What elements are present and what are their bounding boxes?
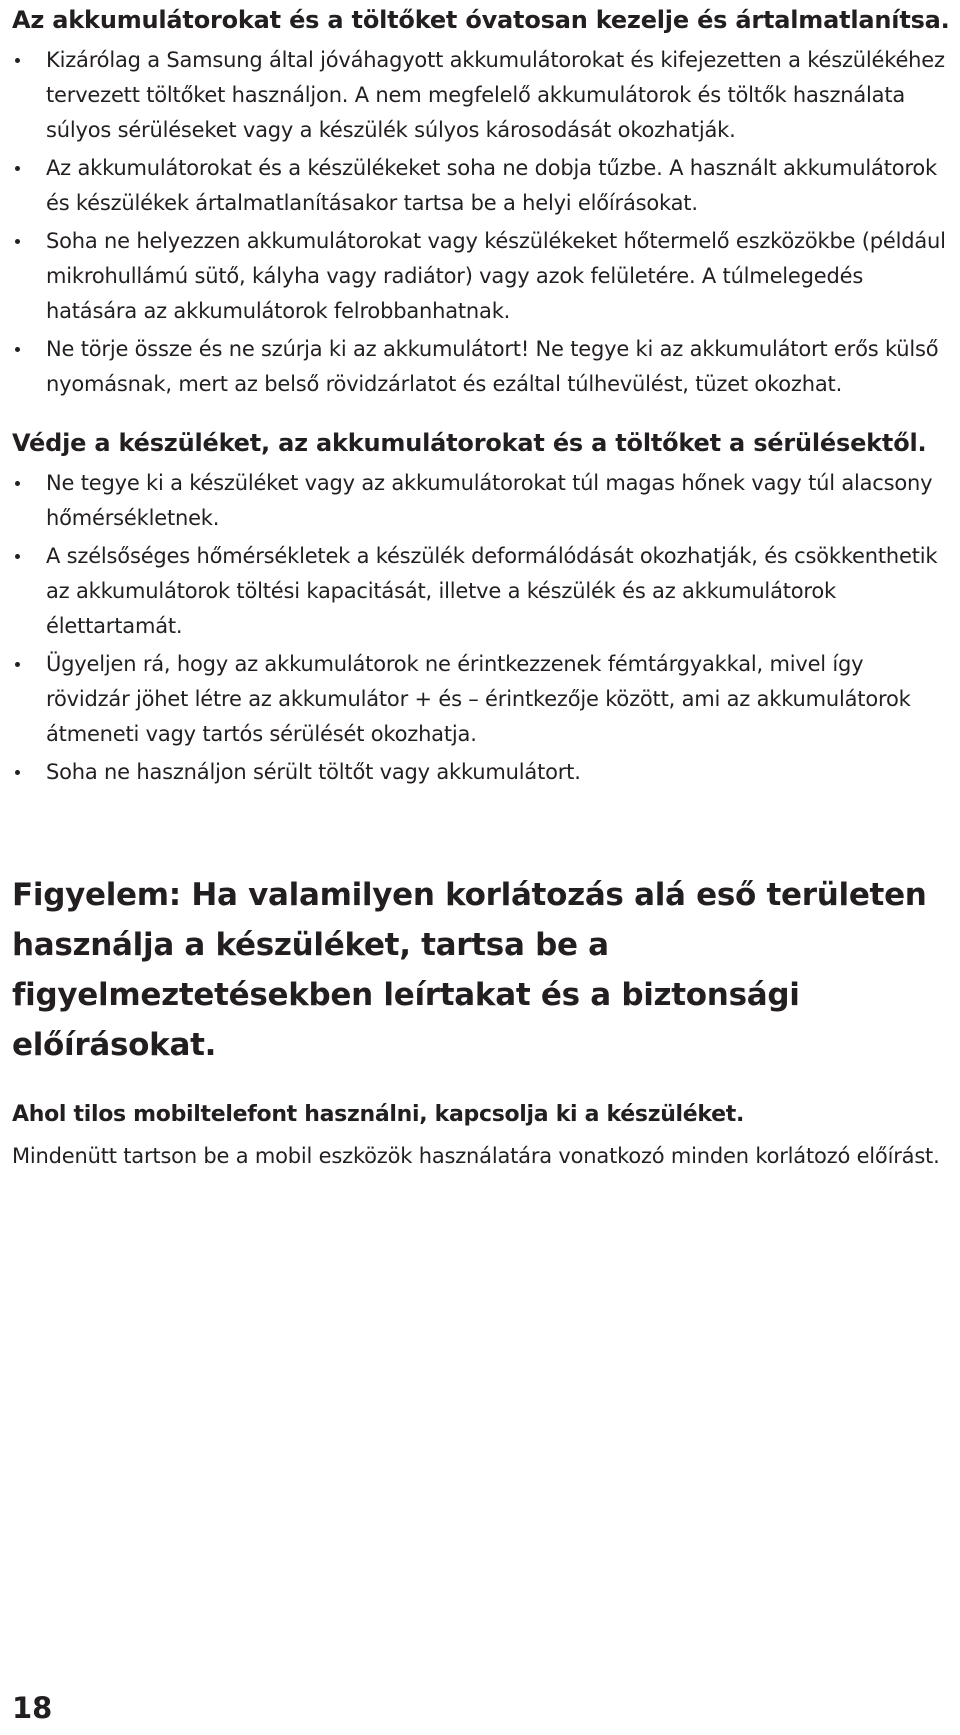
list-item — [12, 224, 952, 329]
list-item-text: Ne törje össze és ne szúrja ki az akkumulátort! Ne tegye ki az akkumulátort erős külső nyomásnak, mert az belső rövidzárlatot és ezáltal túlhevülést, tüzet okozhat. — [46, 337, 939, 396]
bullet-icon — [15, 554, 20, 559]
list-item-text: Soha ne használjon sérült töltőt vagy akkumulátort. — [46, 760, 581, 784]
list-item-text: Soha ne helyezzen akkumulátorokat vagy készülékeket hőtermelő eszközökbe (például mikrohullámú sütő, kályha vagy radiátor) vagy azok felületére. A túlmelegedés hatására az akkumulátorok felrobbanhatnak. — [46, 229, 946, 323]
bullet-icon — [15, 239, 20, 244]
battery-handling-list — [12, 43, 952, 402]
page-number: 18 — [12, 1691, 53, 1725]
list-item — [12, 466, 952, 536]
list-item — [12, 539, 952, 644]
warning-heading: Figyelem: Ha valamilyen korlátozás alá eső területen használja a készüléket, tartsa be a figyelmeztetésekben leírtakat és a biztonsági előírásokat. — [12, 877, 927, 1063]
list-item-text: A szélsőséges hőmérsékletek a készülék deformálódását okozhatják, és csökkenthetik az akkumulátorok töltési kapacitását, illetve a készülék és az akkumulátorok élettartamát. — [46, 544, 938, 638]
section-heading-device-protection: Védje a készüléket, az akkumulátorokat és a töltőket a sérülésektől. — [12, 429, 927, 457]
list-item — [12, 755, 952, 790]
mobile-restriction-paragraph: Mindenütt tartson be a mobil eszközök használatára vonatkozó minden korlátozó előírást. — [12, 1144, 940, 1168]
device-protection-list — [12, 466, 952, 790]
section-heading-battery-handling: Az akkumulátorokat és a töltőket óvatosan kezelje és ártalmatlanítsa. — [12, 6, 950, 34]
list-item — [12, 332, 952, 402]
bullet-icon — [15, 770, 20, 775]
list-item-text: Ne tegye ki a készüléket vagy az akkumulátorokat túl magas hőnek vagy túl alacsony hőmérsékletnek. — [46, 471, 933, 530]
list-item — [12, 43, 952, 148]
list-item-text: Az akkumulátorokat és a készülékeket soha ne dobja tűzbe. A használt akkumulátorok és készülékek ártalmatlanításakor tartsa be a helyi előírásokat. — [46, 156, 937, 215]
bullet-icon — [15, 58, 20, 63]
list-item-text: Ügyeljen rá, hogy az akkumulátorok ne érintkezzenek fémtárgyakkal, mivel így rövidzár jöhet létre az akkumulátor + és – érintkezője között, ami az akkumulátorok átmeneti vagy tartós sérülését okozhatja. — [46, 652, 911, 746]
bullet-icon — [15, 166, 20, 171]
list-item — [12, 151, 952, 221]
document-page — [12, 0, 952, 1176]
list-item-text: Kizárólag a Samsung által jóváhagyott akkumulátorokat és kifejezetten a készülékéhez tervezett töltőket használjon. A nem megfelelő akkumulátorok és töltők használata súlyos sérüléseket vagy a készülék súlyos károsodását okozhatják. — [46, 48, 945, 142]
bullet-icon — [15, 662, 20, 667]
bullet-icon — [15, 481, 20, 486]
list-item — [12, 647, 952, 752]
bullet-icon — [15, 347, 20, 352]
mobile-restriction-subheading: Ahol tilos mobiltelefont használni, kapcsolja ki a készüléket. — [12, 1102, 745, 1127]
